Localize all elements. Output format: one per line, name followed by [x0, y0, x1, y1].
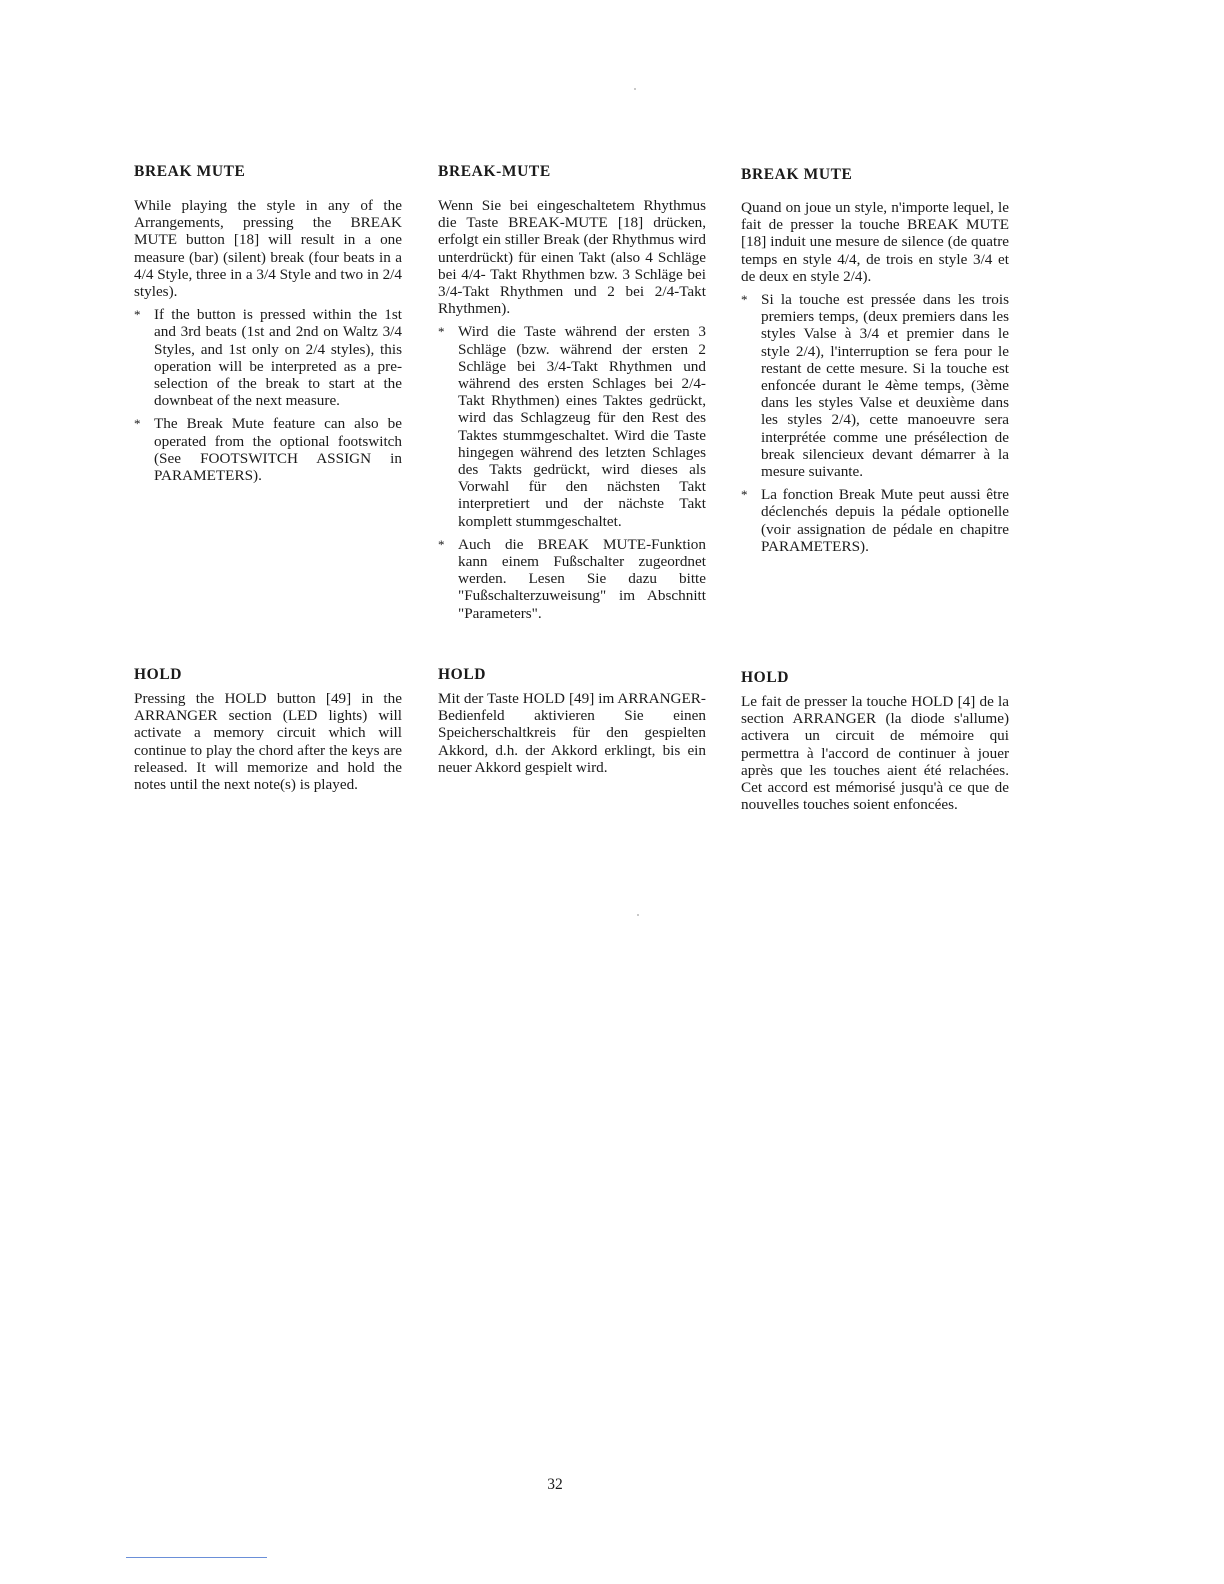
bullet-text: Auch die BREAK MUTE-Funktion kann einem Fußschalter zugeordnet werden. Lesen Sie dazu bitte "Fußschalterzuweisung" im Abschnitt "Parameters". — [458, 535, 706, 622]
bullet-text: The Break Mute feature can also be operated from the optional footswitch (See FOOTSWITCH ASSIGN in PARAMETERS). — [154, 415, 402, 485]
bullet-star: * — [438, 324, 445, 340]
bullet-text: Si la touche est pressée dans les trois premiers temps, (deux premiers dans les styles Valse à 3/4 et premier dans le style 2/4), l'interruption se fera pour le restant de cette mesure. Si la touche est enfoncée durant le 4ème temps, (3ème dans les styles Valse et deuxième dans les styles 2/4), cette manoeuvre sera interprétée comme une présélection de break silencieux devant démarrer à la mesure suivante. — [761, 291, 1009, 481]
bullet-item — [134, 306, 402, 409]
hold-heading-fr: HOLD — [741, 669, 790, 686]
hold-heading-en: HOLD — [134, 666, 183, 683]
hold-section-en — [134, 690, 402, 799]
scan-speck — [634, 88, 636, 90]
break-mute-section-de — [438, 197, 706, 628]
break-mute-heading-en: BREAK MUTE — [134, 163, 246, 180]
bullet-star: * — [134, 416, 141, 432]
hold-paragraph-en: Pressing the HOLD button [49] in the ARRANGER section (LED lights) will activate a memory circuit which will continue to play the chord after the keys are released. It will memorize and hold the notes until the next note(s) is played. — [134, 690, 402, 794]
hold-section-de — [438, 690, 706, 782]
bullet-star: * — [438, 536, 445, 552]
break-mute-heading-fr: BREAK MUTE — [741, 166, 853, 183]
break-mute-heading-de: BREAK-MUTE — [438, 163, 551, 180]
bullet-item — [438, 323, 706, 529]
bullet-star: * — [741, 487, 748, 503]
hold-heading-de: HOLD — [438, 666, 487, 683]
bullet-item — [741, 486, 1009, 555]
bullet-text: La fonction Break Mute peut aussi être déclenchés depuis la pédale optionelle (voir assignation de pédale en chapitre PARAMETERS). — [761, 486, 1009, 555]
scan-speck — [637, 914, 639, 916]
bullet-star: * — [741, 292, 748, 308]
break-mute-section-en — [134, 197, 402, 490]
bullet-star: * — [134, 307, 141, 323]
break-mute-section-fr — [741, 199, 1009, 561]
break-mute-paragraph-en: While playing the style in any of the Arrangements, pressing the BREAK MUTE button [18] will result in a one measure (bar) (silent) break (four beats in a 4/4 Style, three in a 3/4 Style and two in 2/4 styles). — [134, 197, 402, 301]
bullet-text: Wird die Taste während der ersten 3 Schläge (bzw. während der ersten 2 Schläge bei 3/4-Takt Rhythmen und während des ersten Schlages bei 2/4-Takt Rhythmen) eines Taktes gedrückt, wird das Schlagzeug für den Rest des Taktes stummgeschaltet. Wird die Taste hingegen während des letzten Schlages des Takts gedrückt, wird dieses als Vorwahl für den nächsten Takt interpretiert und der nächste Takt komplett stummgeschaltet. — [458, 323, 706, 530]
bullet-item — [741, 291, 1009, 480]
break-mute-paragraph-fr: Quand on joue un style, n'importe lequel, le fait de presser la touche BREAK MUTE [18] induit une mesure de silence (de quatre temps en style 4/4, de trois en style 3/4 et de deux en style 2/4). — [741, 199, 1009, 285]
bullet-text: If the button is pressed within the 1st and 3rd beats (1st and 2nd on Waltz 3/4 Styles, and 1st only on 2/4 styles), this operation will be interpreted as a pre-selection of the break to start at the downbeat of the next measure. — [154, 306, 402, 410]
bullet-item — [438, 536, 706, 622]
hold-paragraph-de: Mit der Taste HOLD [49] im ARRANGER-Bedienfeld aktivieren Sie einen Speicherschaltkreis für den gespielten Akkord, d.h. der Akkord erklingt, bis ein neuer Akkord gespielt wird. — [438, 690, 706, 776]
bullet-item — [134, 415, 402, 484]
hold-section-fr — [741, 693, 1009, 819]
break-mute-paragraph-de: Wenn Sie bei eingeschaltetem Rhythmus die Taste BREAK-MUTE [18] drücken, erfolgt ein stiller Break (der Rhythmus wird unterdrückt) für einen Takt (also 4 Schläge bei 4/4- Takt Rhythmen bzw. 3 Schläge bei 3/4-Takt Rhythmen und 2 bei 2/4-Takt Rhythmen). — [438, 197, 706, 318]
page-number: 32 — [547, 1476, 563, 1493]
hold-paragraph-fr: Le fait de presser la touche HOLD [4] de la section ARRANGER (la diode s'allume) activera un circuit de mémoire qui permettra à l'accord de continuer à jouer après que les touches aient été relachées. Cet accord est mémorisé jusqu'à ce que de nouvelles touches soient enfoncées. — [741, 693, 1009, 814]
footer-rule — [126, 1557, 267, 1558]
